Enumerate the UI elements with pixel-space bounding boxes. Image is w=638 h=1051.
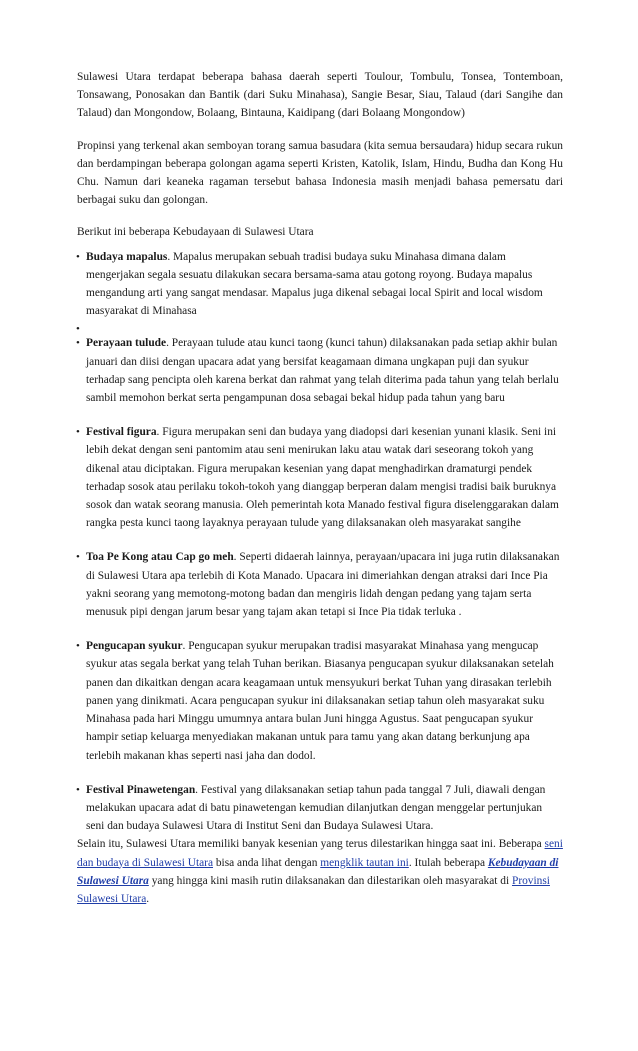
bullet-icon: •	[76, 783, 80, 796]
list-item	[77, 781, 563, 836]
bullet-icon: •	[76, 551, 80, 564]
item-title: Toa Pe Kong atau Cap go meh	[86, 551, 234, 564]
paragraph-religions: Propinsi yang terkenal akan semboyan torang samua basudara (kita semua bersaudara) hidup secara rukun dan berdampingan beberapa golongan agama seperti Kristen, Katolik, Islam, Hindu, Budha dan Kong Hu Chu. Namun dari keaneka ragaman tersebut bahasa Indonesia masih menjadi bahasa pemersatu dari berbagai suku dan golongan.	[77, 139, 563, 207]
closing-text-d: yang hingga kini masih rutin dilaksanakan dan dilestarikan oleh masyarakat di	[148, 874, 512, 887]
link-provinsi[interactable]: Provinsi Sulawesi Utara	[77, 874, 550, 905]
bullet-icon: •	[76, 323, 80, 336]
empty-list-item	[77, 320, 563, 334]
list-item	[77, 637, 563, 764]
bullet-icon: •	[76, 426, 80, 439]
bullet-icon: •	[76, 337, 80, 350]
item-title: Pengucapan syukur	[86, 640, 183, 653]
closing-text-e: .	[146, 892, 150, 905]
closing-text-a: Beberapa	[498, 838, 545, 851]
item-title: Festival Pinawetengan	[86, 783, 196, 796]
item-text: . Festival yang dilaksanakan setiap tahun pada tanggal 7 Juli, diawali dengan melakukan upacara adat di batu pinawetengan kemudian dilanjutkan dengan menggelar pertunjukan seni dan budaya Sulawesi Utara di Institut Seni dan Budaya Sulawesi Utara.	[86, 783, 546, 833]
link-seni-budaya[interactable]: seni dan budaya di Sulawesi Utara	[77, 838, 563, 869]
closing-paragraph	[77, 835, 563, 908]
paragraph-languages: Sulawesi Utara terdapat beberapa bahasa daerah seperti Toulour, Tombulu, Tonsea, Tontemboan, Tonsawang, Ponosakan dan Bantik (dari Suku Minahasa), Sangie Besar, Siau, Talaud (dari Sangihe dan Talaud) dan Mongondow, Bolaang, Bintauna, Kaidipang (dari Bolaang Mongondow)	[77, 71, 563, 120]
closing-line1: Selain itu, Sulawesi Utara memiliki banyak kesenian yang terus dilestarikan hingga saat ini.	[77, 838, 496, 851]
closing-text-c: . Itulah beberapa	[408, 856, 488, 869]
document-page	[77, 68, 563, 908]
list-item	[77, 423, 563, 532]
list-item	[77, 334, 563, 407]
list-item	[77, 248, 563, 321]
item-text: . Seperti didaerah lainnya, perayaan/upacara ini juga rutin dilaksanakan di Sulawesi Utara apa terlebih di Kota Manado. Upacara ini dimeriahkan dengan atraksi dari Ince Pia yakni seorang yang memotong-motong badan dan mengiris lidah dengan pedang yang tajam serta menusuk pipi dengan jarum besar yang tajam akan tetapi si Ince Pia tidak terluka .	[86, 551, 560, 619]
bullet-icon: •	[76, 640, 80, 653]
culture-list	[77, 248, 563, 836]
list-item	[77, 548, 563, 621]
item-text: . Figura merupakan seni dan budaya yang diadopsi dari kesenian yunani klasik. Seni ini lebih dekat dengan seni pantomim atau seni menirukan laku atau watak dari seseorang tokoh yang dikenal atau diciptakan. Figura merupakan kesenian yang dapat menghadirkan dramaturgi pendek terhadap sosok atau perilaku tokoh-tokoh yang dianggap berperan dalam mengisi tradisi baik buruknya sosok dan watak seorang manusia. Oleh pemerintah kota Manado festival figura diselenggarakan dalam rangka pesta kunci taong layaknya perayaan tulude yang dilaksanakan oleh masyarakat sangihe	[86, 426, 559, 530]
item-text: . Mapalus merupakan sebuah tradisi budaya suku Minahasa dimana dalam mengerjakan segala sesuatu dilakukan secara bersama-sama atau gotong royong. Budaya mapalus mengandung arti yang sangat mendasar. Mapalus juga dikenal sebagai local Spirit and local wisdom masyarakat di Minahasa	[86, 250, 543, 318]
item-title: Perayaan tulude	[86, 337, 167, 350]
bullet-icon: •	[76, 250, 80, 263]
item-title: Festival figura	[86, 426, 157, 439]
link-klik-tautan[interactable]: mengklik tautan ini	[320, 856, 409, 869]
list-intro: Berikut ini beberapa Kebudayaan di Sulawesi Utara	[77, 226, 314, 239]
closing-text-b: bisa anda lihat dengan	[213, 856, 321, 869]
item-title: Budaya mapalus	[86, 250, 168, 263]
link-kebudayaan[interactable]: Kebudayaan di Sulawesi Utara	[77, 856, 559, 887]
item-text: . Perayaan tulude atau kunci taong (kunci tahun) dilaksanakan pada setiap akhir bulan januari dan diisi dengan upacara adat yang bersifat keagamaan dimana ungkapan puji dan syukur terhadap sang pencipta oleh karena berkat dan rahmat yang telah diterima pada tahun yang telah berlalu sambil memohon berkat serta pengampunan dosa sebagai bekal hidup pada tahun yang baru	[86, 337, 559, 405]
item-text: . Pengucapan syukur merupakan tradisi masyarakat Minahasa yang mengucap syukur atas segala berkat yang telah Tuhan berikan. Biasanya pengucapan syukur dilaksanakan setelah panen dan dikaitkan dengan acara keagamaan untuk mensyukuri berkat Tuhan yang dirasakan terlebih panen yang dinikmati. Acara pengucapan syukur ini dilaksanakan setiap tahun oleh masyarakat suku Minahasa pada hari Minggu umumnya antara bulan Juni hingga Agustus. Saat pengucapan syukur hampir setiap keluarga menyediakan makanan untuk para tamu yang akan datang berkunjung apa terlebih makanan khas seperti nasi jaha dan dodol.	[86, 640, 554, 762]
